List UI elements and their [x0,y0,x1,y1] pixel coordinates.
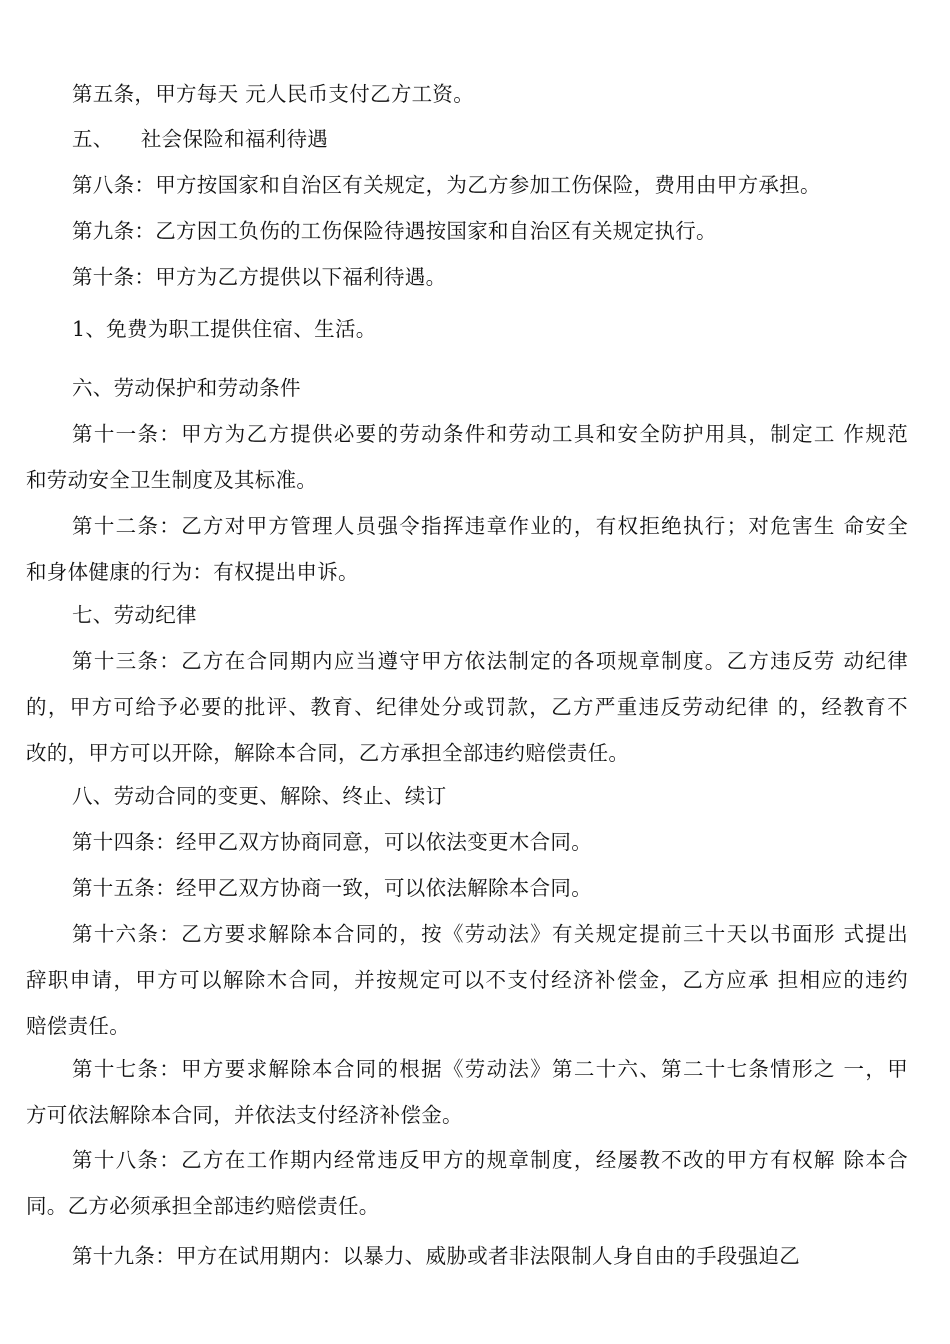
clause-12-line-2: 和身体健康的行为：有权提出申诉。 [26,560,359,584]
welfare-item-1: 1、免费为职工提供住宿、生活。 [72,317,377,341]
section-6-heading: 六、劳动保护和劳动条件 [72,376,301,400]
clause-10-line: 第十条：甲方为乙方提供以下福利待遇。 [72,265,447,289]
clause-18-line-2: 同。乙方必须承担全部违约赔偿责任。 [26,1194,380,1218]
clause-13-line-3: 改的，甲方可以开除，解除本合同，乙方承担全部违约赔偿责任。 [26,741,630,765]
section-5-heading: 五、 社会保险和福利待遇 [72,127,329,151]
clause-14-line: 第十四条：经甲乙双方协商同意，可以依法变更木合同。 [72,830,592,854]
section-8-heading: 八、劳动合同的变更、解除、终止、续订 [72,784,447,808]
clause-17-line-1: 第十七条：甲方要求解除本合同的根据《劳动法》第二十六、第二十七条情形之 一，甲 [72,1057,908,1081]
clause-13-line-2: 的，甲方可给予必要的批评、教育、纪律处分或罚款，乙方严重违反劳动纪律 的，经教育不 [26,695,908,719]
clause-18-line-1: 第十八条：乙方在工作期内经常违反甲方的规章制度，经屡教不改的甲方有权解 除本合 [72,1148,908,1172]
clause-11-line-1: 第十一条：甲方为乙方提供必要的劳动条件和劳动工具和安全防护用具，制定工 作规范 [72,422,908,446]
section-7-heading: 七、劳动纪律 [72,603,197,627]
clause-9-line: 第九条：乙方因工负伤的工伤保险待遇按国家和自治区有关规定执行。 [72,219,717,243]
clause-12-line-1: 第十二条：乙方对甲方管理人员强令指挥违章作业的，有权拒绝执行；对危害生 命安全 [72,514,908,538]
clause-8-line: 第八条：甲方按国家和自治区有关规定，为乙方参加工伤保险，费用由甲方承担。 [72,173,821,197]
clause-15-line: 第十五条：经甲乙双方协商一致，可以依法解除本合同。 [72,876,592,900]
clause-5-line: 第五条，甲方每天 元人民币支付乙方工资。 [72,82,475,106]
clause-16-line-2: 辞职申请，甲方可以解除木合同，并按规定可以不支付经济补偿金，乙方应承 担相应的违约 [26,968,908,992]
clause-16-line-1: 第十六条：乙方要求解除本合同的，按《劳动法》有关规定提前三十天以书面形 式提出 [72,922,908,946]
clause-17-line-2: 方可依法解除本合同，并依法支付经济补偿金。 [26,1103,463,1127]
clause-13-line-1: 第十三条：乙方在合同期内应当遵守甲方依法制定的各项规章制度。乙方违反劳 动纪律 [72,649,908,673]
clause-11-line-2: 和劳动安全卫生制度及其标准。 [26,468,318,492]
clause-19-line-1: 第十九条：甲方在试用期内：以暴力、威胁或者非法限制人身自由的手段强迫乙 [72,1244,800,1268]
clause-16-line-3: 赔偿责任。 [26,1014,130,1038]
